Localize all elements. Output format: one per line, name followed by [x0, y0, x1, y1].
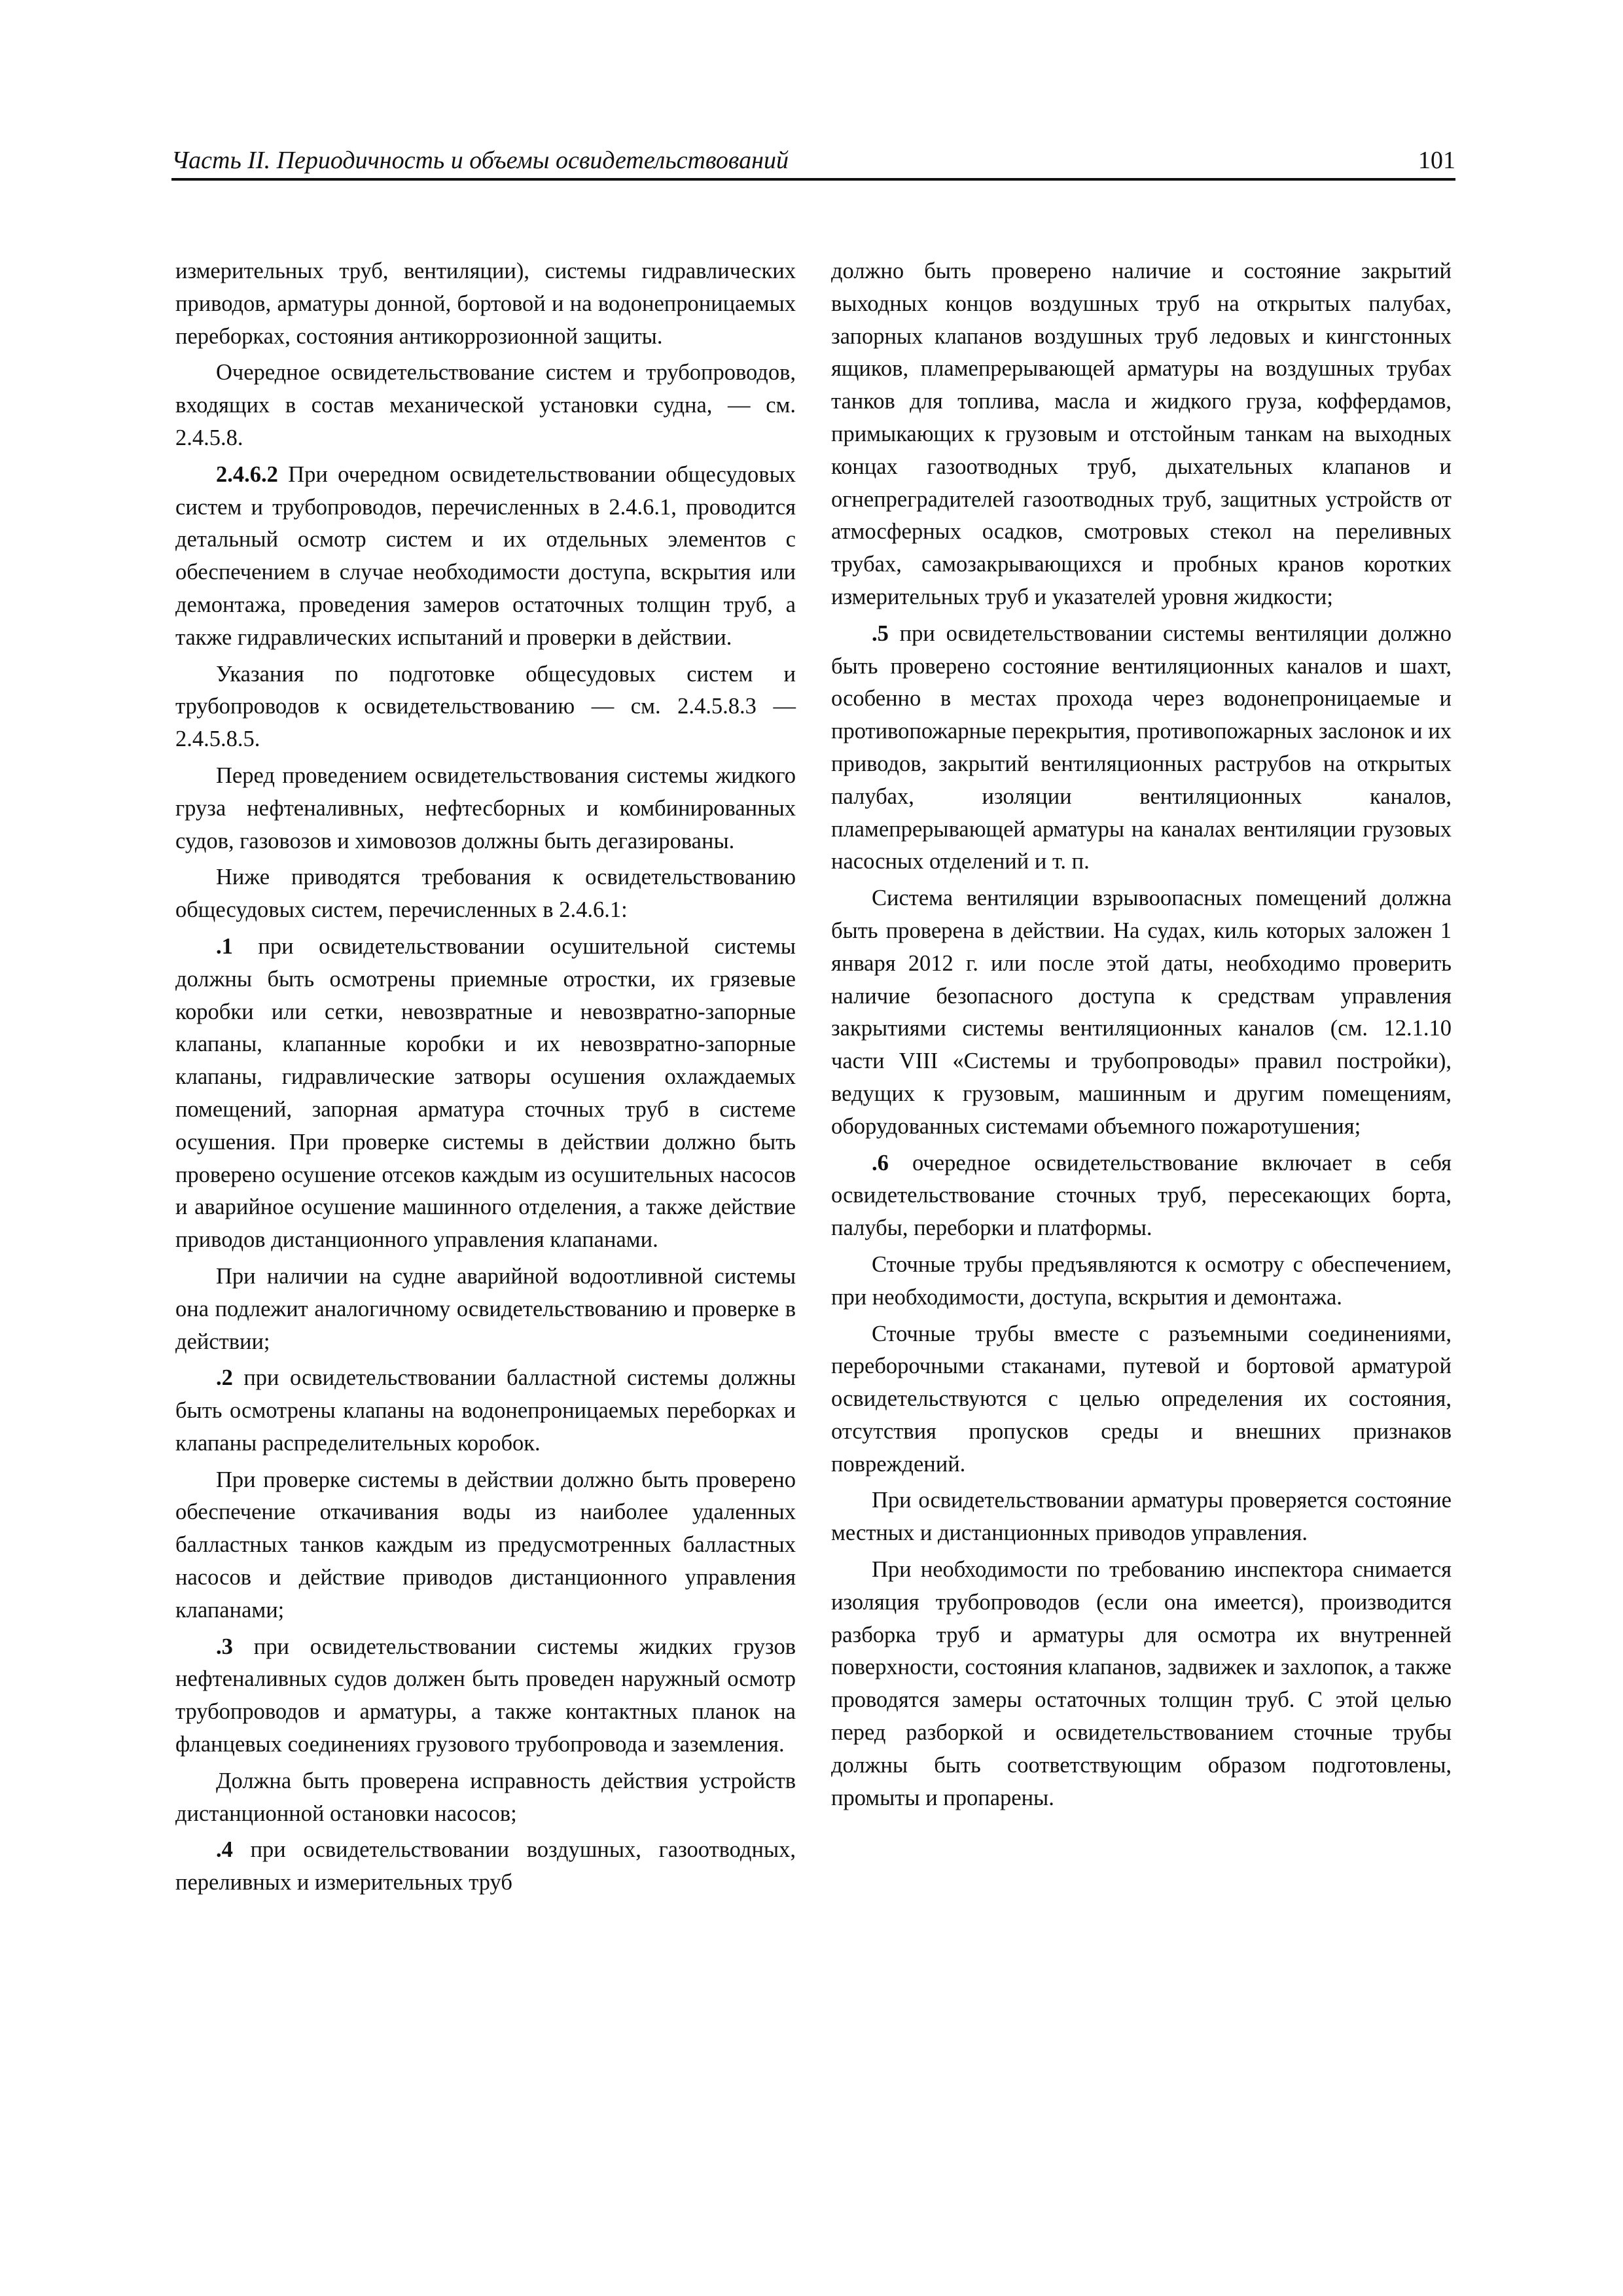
- paragraph: [175, 1631, 796, 1761]
- left-column: [175, 255, 796, 1903]
- paragraph-text: Сточные трубы вместе с разъемными соединениями, переборочными стаканами, путевой и бортовой арматурой освидетельствуются с целью определения их состояния, отсутствия пропусков среды и внешних признаков повреждений.: [831, 1321, 1452, 1477]
- clause-number: 2.4.6.2: [216, 461, 278, 487]
- paragraph-text: Указания по подготовке общесудовых систем и трубопроводов к освидетельствованию — см. 2.4.5.8.3 — 2.4.5.8.5.: [175, 661, 796, 752]
- paragraph: [831, 882, 1452, 1143]
- paragraph-text: при освидетельствовании осушительной системы должны быть осмотрены приемные отростки, их грязевые коробки или сетки, невозвратные и невозвратно-запорные клапаны, клапанные коробки и их невозвратно-запорные клапаны, гидравлические затворы осушения охлаждаемых помещений, запорная арматура сточных труб в системе осушения. При проверке системы в действии должно быть проверено осушение отсеков каждым из осушительных насосов и аварийное осушение машинного отделения, а также действие приводов дистанционного управления клапанами.: [175, 933, 796, 1253]
- paragraph-text: очередное освидетельствование включает в себя освидетельствование сточных труб, пересекающих борта, палубы, переборки и платформы.: [831, 1150, 1452, 1241]
- paragraph-text: должно быть проверено наличие и состояние закрытий выходных концов воздушных труб на открытых палубах, запорных клапанов воздушных труб ледовых и кингстонных ящиков, пламепрерывающей арматуры на воздушных трубах танков для топлива, масла и жидкого груза, коффердамов, примыкающих к грузовым и отстойным танкам на выходных концах газоотводных труб, дыхательных клапанов и огнепреградителей газоотводных труб, защитных устройств от атмосферных осадков, смотровых стекол на переливных трубах, самозакрывающихся и пробных кранов коротких измерительных труб и указателей уровня жидкости;: [831, 259, 1452, 609]
- paragraph: [175, 1765, 796, 1831]
- paragraph: [175, 1261, 796, 1358]
- paragraph: [175, 1464, 796, 1627]
- paragraph-text: Система вентиляции взрывоопасных помещений должна быть проверена в действии. На судах, киль которых заложен 1 января 2012 г. или после этой даты, необходимо проверить наличие безопасного доступа к средствам управления закрытиями системы вентиляционных каналов (см. 12.1.10 части VIII «Системы и трубопроводы» правил постройки), ведущих к грузовым, машинным и другим помещениям, оборудованных системами объемного пожаротушения;: [831, 886, 1452, 1139]
- right-column: [831, 255, 1452, 1818]
- paragraph-text: при освидетельствовании воздушных, газоотводных, переливных и измерительных труб: [175, 1837, 796, 1895]
- paragraph: [831, 1318, 1452, 1481]
- clause-number: .2: [216, 1365, 233, 1391]
- paragraph: [831, 1554, 1452, 1814]
- header-title: Часть II. Периодичность и объемы освидетельствований: [171, 147, 789, 174]
- page-number: 101: [1418, 147, 1455, 174]
- paragraph: [831, 618, 1452, 878]
- paragraph-text: при освидетельствовании системы жидких грузов нефтеналивных судов должен быть проведен наружный осмотр трубопроводов и арматуры, а также контактных планок на фланцевых соединениях грузового трубопровода и заземления.: [175, 1634, 796, 1757]
- clause-number: .5: [872, 620, 889, 646]
- paragraph: [831, 1484, 1452, 1550]
- paragraph: [175, 861, 796, 927]
- paragraph: [175, 459, 796, 655]
- paragraph: [175, 1834, 796, 1899]
- paragraph: [175, 658, 796, 756]
- clause-number: .4: [216, 1837, 233, 1863]
- paragraph: [831, 255, 1452, 614]
- paragraph-text: При наличии на судне аварийной водоотливной системы она подлежит аналогичному освидетельствованию и проверке в действии;: [175, 1263, 796, 1354]
- paragraph-text: Должна быть проверена исправность действия устройств дистанционной остановки насосов;: [175, 1768, 796, 1826]
- running-header: [171, 145, 1455, 175]
- paragraph: [175, 255, 796, 353]
- paragraph-text: при освидетельствовании системы вентиляции должно быть проверено состояние вентиляционных каналов и шахт, особенно в местах прохода через водонепроницаемые и противопожарные перекрытия, противопожарных заслонок и их приводов, закрытий вентиляционных раструбов на открытых палубах, изоляции вентиляционных каналов, пламепрерывающей арматуры на каналах вентиляции грузовых насосных отделений и т. п.: [831, 620, 1452, 874]
- paragraph-text: при освидетельствовании балластной системы должны быть осмотрены клапаны на водонепроницаемых переборках и клапаны распределительных коробок.: [175, 1365, 796, 1456]
- clause-number: .6: [872, 1150, 889, 1175]
- paragraph-text: При проверке системы в действии должно быть проверено обеспечение откачивания воды из наиболее удаленных балластных танков каждым из предусмотренных балластных насосов и действие приводов дистанционного управления клапанами;: [175, 1467, 796, 1623]
- clause-number: .3: [216, 1634, 233, 1659]
- paragraph-text: Ниже приводятся требования к освидетельствованию общесудовых систем, перечисленных в 2.4.6.1:: [175, 865, 796, 923]
- paragraph-text: Перед проведением освидетельствования системы жидкого груза нефтеналивных, нефтесборных и комбинированных судов, газовозов и химовозов должны быть дегазированы.: [175, 762, 796, 853]
- paragraph: [175, 357, 796, 454]
- paragraph-text: При очередном освидетельствовании общесудовых систем и трубопроводов, перечисленных в 2.4.6.1, проводится детальный осмотр систем и их отдельных элементов с обеспечением в случае необходимости доступа, вскрытия или демонтажа, проведения замеров остаточных толщин труб, а также гидравлических испытаний и проверки в действии.: [175, 461, 796, 650]
- paragraph: [831, 1249, 1452, 1314]
- paragraph: [175, 760, 796, 857]
- paragraph-text: измерительных труб, вентиляции), системы гидравлических приводов, арматуры донной, бортовой и на водонепроницаемых переборках, состояния антикоррозионной защиты.: [175, 259, 796, 349]
- paragraph-text: Очередное освидетельствование систем и трубопроводов, входящих в состав механической установки судна, — см. 2.4.5.8.: [175, 360, 796, 450]
- paragraph: [175, 931, 796, 1257]
- paragraph: [175, 1362, 796, 1460]
- paragraph: [831, 1147, 1452, 1245]
- header-rule: [171, 178, 1455, 181]
- paragraph-text: При освидетельствовании арматуры проверяется состояние местных и дистанционных приводов управления.: [831, 1488, 1452, 1546]
- paragraph-text: Сточные трубы предъявляются к осмотру с обеспечением, при необходимости, доступа, вскрытия и демонтажа.: [831, 1251, 1452, 1310]
- clause-number: .1: [216, 933, 233, 959]
- paragraph-text: При необходимости по требованию инспектора снимается изоляция трубопроводов (если она имеется), производится разборка труб и арматуры для осмотра их внутренней поверхности, состояния клапанов, задвижек и захлопок, а также проводятся замеры остаточных толщин труб. С этой целью перед разборкой и освидетельствованием сточные трубы должны быть соответствующим образом подготовлены, промыты и пропарены.: [831, 1557, 1452, 1810]
